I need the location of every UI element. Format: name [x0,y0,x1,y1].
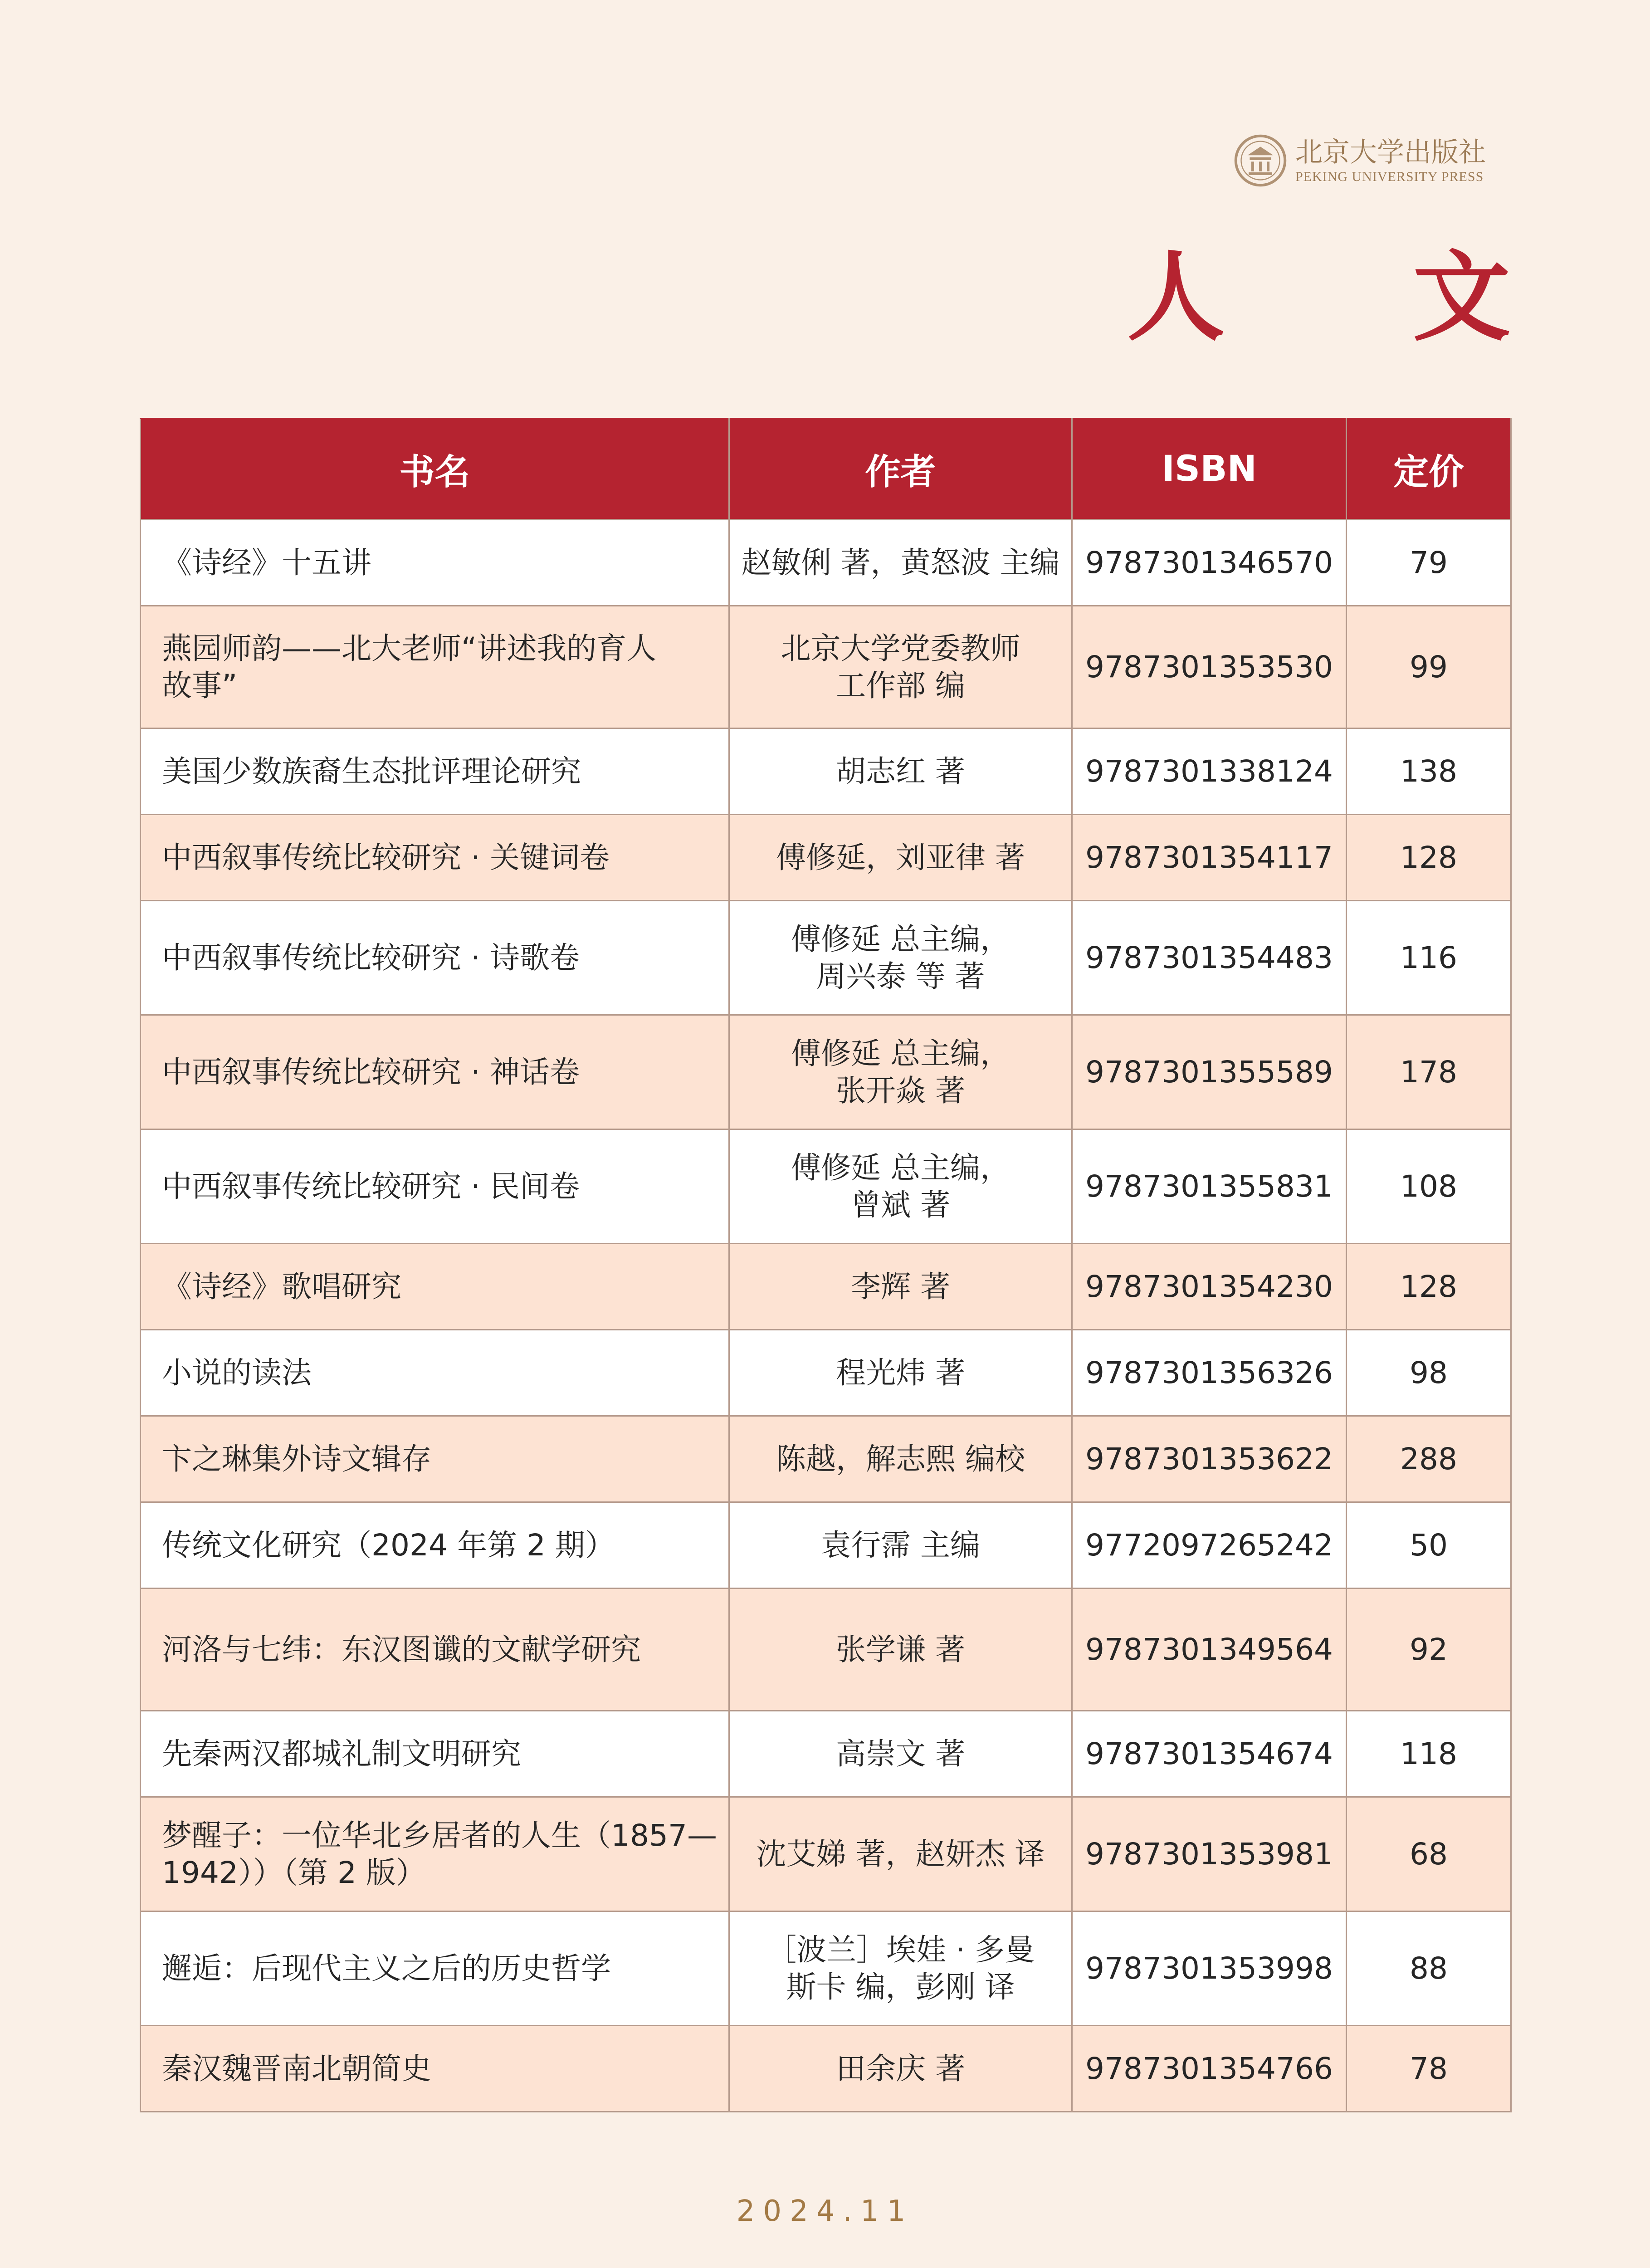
book-list-table [140,418,1512,2112]
author-cell-line: 李辉 著 [851,1269,950,1304]
publisher-logo [1234,129,1515,192]
book-title-cell [141,815,729,901]
author-cell-line: 张学谦 著 [836,1632,965,1667]
author-cell [729,1129,1072,1244]
author-cell [729,606,1072,728]
isbn-cell: 9787301354117 [1072,815,1347,901]
price-cell: 92 [1347,1589,1511,1711]
book-title-cell-line: 《诗经》歌唱研究 [162,1269,401,1304]
author-cell [729,1797,1072,1911]
isbn-cell: 9787301353622 [1072,1416,1347,1502]
book-title-cell [141,901,729,1015]
book-title-cell [141,1711,729,1797]
table-row [141,2026,1511,2112]
book-title-cell-line: 传统文化研究（2024 年第 2 期） [162,1527,615,1563]
book-title-cell-line: 《诗经》十五讲 [162,545,371,580]
table-row [141,520,1511,606]
table-row [141,1330,1511,1416]
price-cell: 128 [1347,815,1511,901]
book-title-cell-line: 1942））（第 2 版） [162,1855,426,1890]
author-cell-line: 傅修延 总主编， [791,1036,1010,1071]
author-cell-line: 高崇文 著 [836,1736,965,1771]
price-cell: 118 [1347,1711,1511,1797]
table-row [141,901,1511,1015]
header-author: 作者 [729,419,1072,520]
book-title-cell [141,1015,729,1129]
price-cell: 178 [1347,1015,1511,1129]
book-title-cell-line: 梦醒子：一位华北乡居者的人生（1857— [162,1818,717,1853]
isbn-cell: 9787301346570 [1072,520,1347,606]
author-cell-line: 斯卡 编，彭刚 译 [786,1969,1015,2004]
isbn-cell: 9787301354483 [1072,901,1347,1015]
isbn-cell: 9787301354230 [1072,1244,1347,1330]
isbn-cell: 9787301349564 [1072,1589,1347,1711]
header-price: 定价 [1347,419,1511,520]
isbn-cell: 9787301355589 [1072,1015,1347,1129]
author-cell [729,2026,1072,2112]
header-title: 书名 [141,419,729,520]
author-cell [729,815,1072,901]
price-cell: 78 [1347,2026,1511,2112]
price-cell: 68 [1347,1797,1511,1911]
author-cell-line: 胡志红 著 [836,753,965,789]
author-cell [729,1911,1072,2026]
author-cell [729,1589,1072,1711]
header-isbn: ISBN [1072,419,1347,520]
author-cell-line: 曾斌 著 [851,1187,950,1222]
book-title-cell-line: 故事” [162,668,238,703]
table-row [141,1711,1511,1797]
table-row [141,606,1511,728]
table-row [141,1502,1511,1589]
author-cell [729,1015,1072,1129]
table-row [141,728,1511,815]
author-cell [729,520,1072,606]
book-title-cell [141,2026,729,2112]
price-cell: 108 [1347,1129,1511,1244]
price-cell: 116 [1347,901,1511,1015]
price-cell: 79 [1347,520,1511,606]
book-title-cell-line: 中西叙事传统比较研究 · 诗歌卷 [162,940,580,975]
price-cell: 98 [1347,1330,1511,1416]
book-title-cell [141,1244,729,1330]
price-cell: 128 [1347,1244,1511,1330]
author-cell-line: 沈艾娣 著，赵妍杰 译 [756,1836,1045,1872]
table-row [141,1015,1511,1129]
book-title-cell-line: 燕园师韵——北大老师“讲述我的育人 [162,631,657,666]
book-title-cell [141,1129,729,1244]
author-cell [729,1711,1072,1797]
pku-seal-icon [1234,134,1287,187]
publisher-name-en: PEKING UNIVERSITY PRESS [1295,169,1484,184]
book-title-cell-line: 卞之琳集外诗文辑存 [162,1441,431,1476]
author-cell-line: 傅修延，刘亚律 著 [776,840,1025,875]
author-cell-line: 北京大学党委教师 [781,631,1020,666]
isbn-cell: 9787301354674 [1072,1711,1347,1797]
price-cell: 88 [1347,1911,1511,2026]
table-row [141,1244,1511,1330]
book-title-cell-line: 中西叙事传统比较研究 · 神话卷 [162,1054,580,1090]
author-cell-line: 赵敏俐 著，黄怒波 主编 [741,545,1060,580]
author-cell-line: 张开焱 著 [836,1073,965,1108]
table-row [141,1589,1511,1711]
author-cell-line: 工作部 编 [836,668,965,703]
author-cell [729,1502,1072,1589]
book-title-cell-line: 先秦两汉都城礼制文明研究 [162,1736,521,1771]
author-cell-line: ［波兰］埃娃 · 多曼 [766,1932,1035,1967]
author-cell-line: 程光炜 著 [836,1355,965,1390]
book-title-cell-line: 小说的读法 [162,1355,312,1390]
author-cell [729,728,1072,815]
book-title-cell [141,1416,729,1502]
table-row [141,1911,1511,2026]
table-header-row [141,419,1511,520]
publisher-name-cn: 北京大学出版社 [1295,137,1486,168]
book-title-cell-line: 美国少数族裔生态批评理论研究 [162,753,581,789]
isbn-cell: 9787301356326 [1072,1330,1347,1416]
book-title-cell-line: 邂逅：后现代主义之后的历史哲学 [162,1950,611,1986]
price-cell: 50 [1347,1502,1511,1589]
book-title-cell [141,728,729,815]
book-title-cell [141,1330,729,1416]
author-cell-line: 田余庆 著 [836,2051,965,2086]
book-title-cell [141,1911,729,2026]
table-body [141,520,1511,2112]
author-cell-line: 陈越，解志熙 编校 [776,1441,1025,1476]
isbn-cell: 9787301353530 [1072,606,1347,728]
author-cell-line: 袁行霈 主编 [821,1527,980,1563]
book-title-cell [141,1502,729,1589]
book-title-cell [141,606,729,728]
isbn-cell: 9772097265242 [1072,1502,1347,1589]
price-cell: 138 [1347,728,1511,815]
price-cell: 99 [1347,606,1511,728]
footer-date: 2024.11 [736,2195,914,2228]
book-title-cell-line: 秦汉魏晋南北朝简史 [162,2051,431,2086]
author-cell-line: 周兴泰 等 著 [816,958,985,994]
table-row [141,1416,1511,1502]
book-title-cell-line: 河洛与七纬：东汉图谶的文献学研究 [162,1632,641,1667]
table-row [141,1129,1511,1244]
isbn-cell: 9787301354766 [1072,2026,1347,2112]
author-cell-line: 傅修延 总主编， [791,921,1010,957]
isbn-cell: 9787301353981 [1072,1797,1347,1911]
author-cell [729,1244,1072,1330]
table-row [141,815,1511,901]
table-row [141,1797,1511,1911]
author-cell [729,1416,1072,1502]
book-title-cell [141,1797,729,1911]
book-title-cell [141,1589,729,1711]
book-title-cell-line: 中西叙事传统比较研究 · 民间卷 [162,1168,580,1204]
isbn-cell: 9787301355831 [1072,1129,1347,1244]
author-cell-line: 傅修延 总主编， [791,1150,1010,1185]
author-cell [729,1330,1072,1416]
section-title: 人 文 [1127,240,1587,354]
price-cell: 288 [1347,1416,1511,1502]
isbn-cell: 9787301338124 [1072,728,1347,815]
author-cell [729,901,1072,1015]
book-title-cell-line: 中西叙事传统比较研究 · 关键词卷 [162,840,610,875]
book-title-cell [141,520,729,606]
isbn-cell: 9787301353998 [1072,1911,1347,2026]
